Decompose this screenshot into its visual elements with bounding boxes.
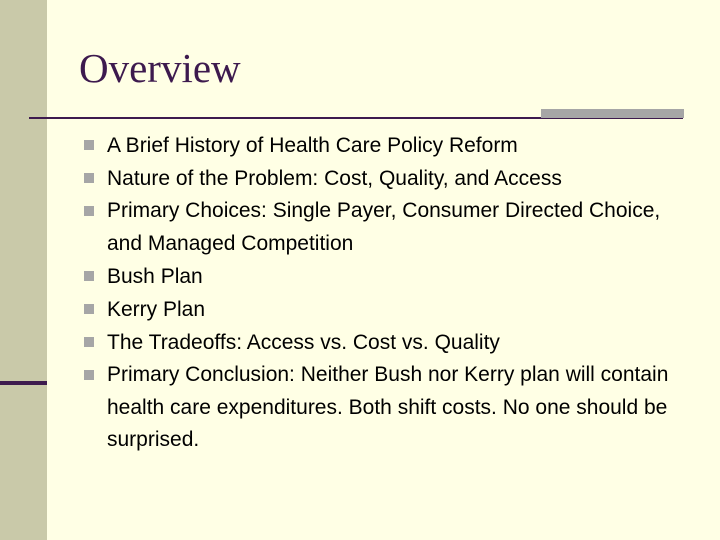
square-bullet-icon [84,337,94,347]
bullet-text: Bush Plan [107,265,203,288]
bullet-text: Kerry Plan [107,298,206,321]
bullet-text: The Tradeoffs: Access vs. Cost vs. Quality [107,331,500,354]
left-accent-stripe [0,381,47,385]
bullet-item [83,326,693,359]
square-bullet-icon [84,140,94,150]
bullet-item [83,359,693,457]
bullet-item [83,260,693,293]
bullet-item [83,293,693,326]
bullet-item [83,195,693,260]
bullet-text: Nature of the Problem: Cost, Quality, and Access [107,167,562,190]
square-bullet-icon [84,271,94,281]
bullet-text: Primary Choices: Single Payer, Consumer Directed Choice, and Managed Competition [107,199,661,255]
left-sidebar-bar [0,0,47,540]
square-bullet-icon [84,370,94,380]
square-bullet-icon [84,206,94,216]
square-bullet-icon [84,304,94,314]
square-bullet-icon [84,173,94,183]
bullet-item [83,129,693,162]
bullet-item [83,162,693,195]
bullet-list [83,129,693,457]
title-divider-block [541,109,684,118]
slide-title: Overview [79,45,241,91]
bullet-text: Primary Conclusion: Neither Bush nor Kerry plan will contain health care expenditures. Both shift costs. No one should be surprised. [107,363,669,451]
bullet-text: A Brief History of Health Care Policy Reform [107,134,518,157]
